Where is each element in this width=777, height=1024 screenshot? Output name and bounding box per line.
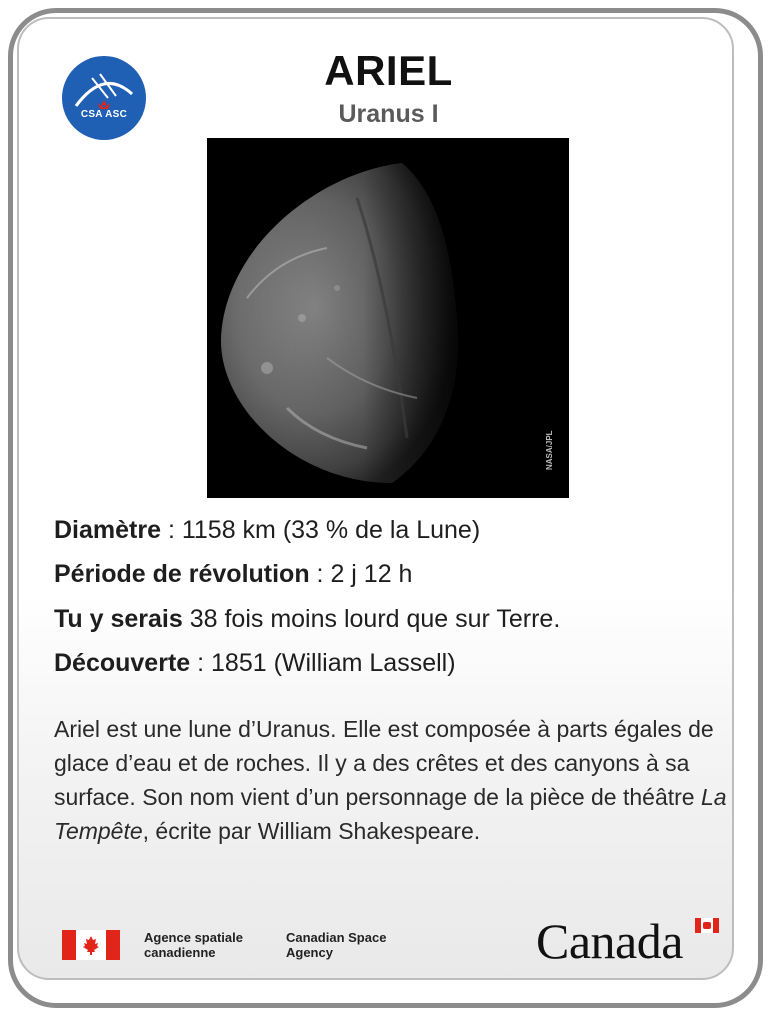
canada-wordmark: Canada [536, 913, 683, 969]
page-subtitle: Uranus I [338, 100, 439, 128]
agency-name-fr: Agence spatiale canadienne [144, 930, 243, 960]
description-text-end: , écrite par William Shakespeare. [142, 818, 481, 844]
fact-weight [54, 605, 560, 634]
fact-revolution-period [54, 560, 412, 589]
wordmark-flag-icon [695, 918, 719, 933]
fact-value: : 1158 km (33 % de la Lune) [161, 516, 481, 544]
agency-name-en: Canadian Space Agency [286, 930, 387, 960]
canada-flag-icon [62, 930, 120, 960]
description-text: Ariel est une lune d’Uranus. Elle est composée à parts égales de glace d’eau et de roches. Il y a des crêtes et des canyons à sa surface. Son nom vient d’un personnage de la pièce de théâtre [54, 716, 714, 810]
fact-label: Diamètre [54, 516, 161, 544]
fact-discovery [54, 649, 456, 678]
photo-credit: NASA/JPL [545, 430, 554, 470]
fact-label: Période de révolution [54, 560, 310, 588]
fact-label: Découverte [54, 649, 191, 677]
fact-diameter [54, 516, 480, 545]
ariel-photo [207, 138, 569, 498]
description-paragraph [54, 712, 744, 848]
logo-text: CSA ASC [80, 109, 128, 120]
page-title: ARIEL [324, 47, 453, 94]
fact-value: : 1851 (William Lassell) [190, 649, 456, 677]
play-title: La Tempête [54, 784, 727, 844]
fact-label: Tu y serais [54, 605, 183, 633]
fact-value: 38 fois moins lourd que sur Terre. [182, 605, 561, 633]
fact-value: : 2 j 12 h [309, 560, 413, 588]
